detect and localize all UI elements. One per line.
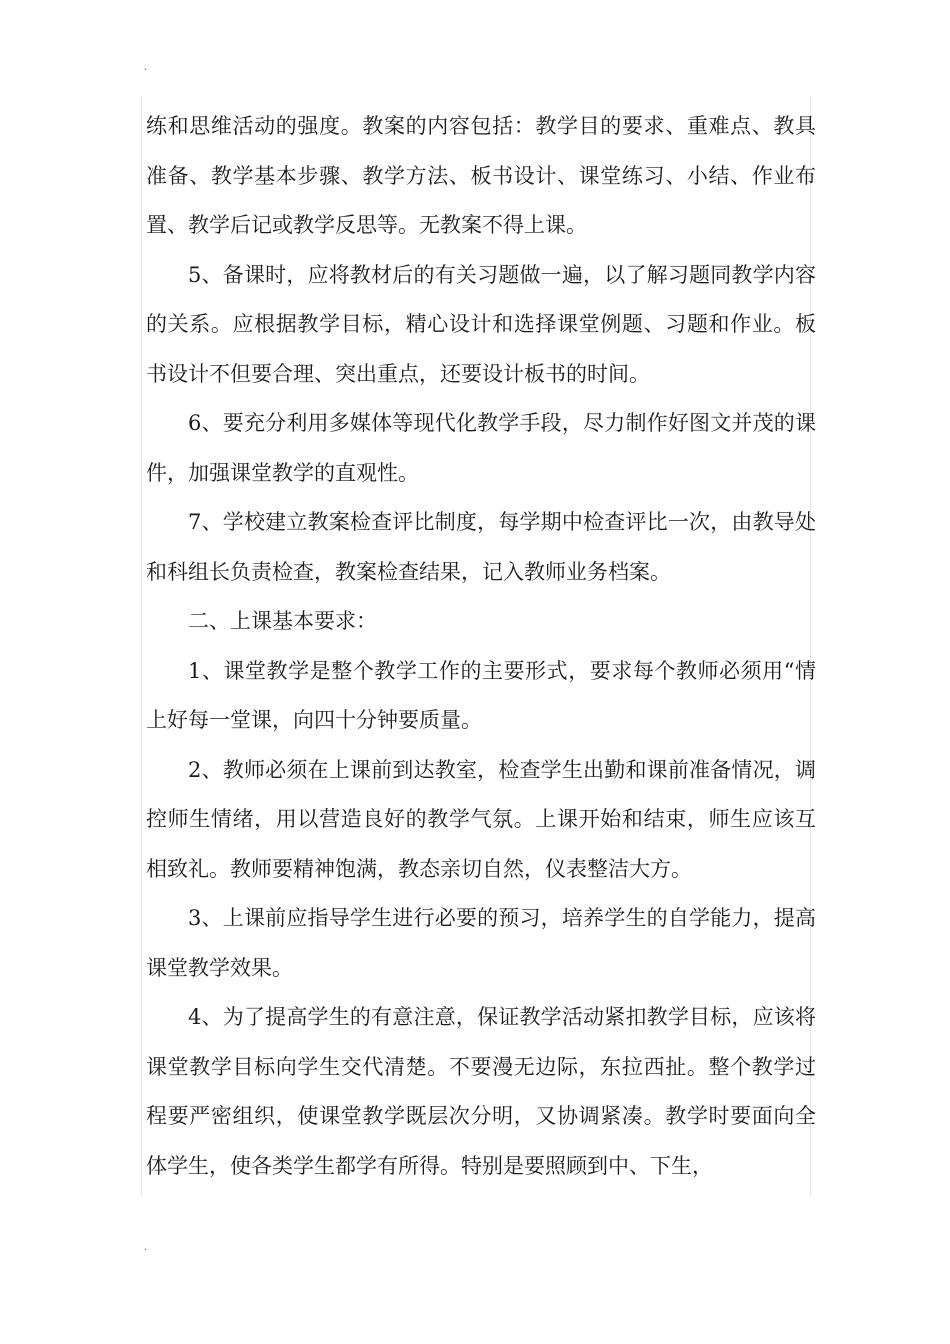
paragraph-item-3: 3、上课前应指导学生进行必要的预习，培养学生的自学能力，提高课堂教学效果。 [146, 906, 816, 980]
page-marker-top: . [144, 62, 148, 73]
paragraph-item-2: 2、教师必须在上课前到达教室，检查学生出勤和课前准备情况，调控师生情绪，用以营造良好的教学气氛。上课开始和结束，师生应该互相致礼。教师要精神饱满，教态亲切自然，仪表整洁大方。 [146, 757, 816, 881]
paragraph-item-4: 4、为了提高学生的有意注意，保证教学活动紧扣教学目标，应该将课堂教学目标向学生交代清楚。不要漫无边际，东拉西扯。整个教学过程要严密组织，使课堂教学既层次分明，又协调紧凑。教学时要面向全体学生，使各类学生都学有所得。特别是要照顾到中、下生， [146, 1005, 816, 1178]
paragraph-item-1: 1、课堂教学是整个教学工作的主要形式，要求每个教师必须用“情 上好每一堂课，向四十分钟要质量。 [146, 658, 837, 732]
page-marker-bottom: . [144, 1242, 148, 1253]
section-heading: 二、上课基本要求： [188, 609, 377, 633]
paragraph-item-5: 5、备课时，应将教材后的有关习题做一遍，以了解习题同教学内容的关系。应根据教学目标，精心设计和选择课堂例题、习题和作业。板书设计不但要合理、突出重点，还要设计板书的时间。 [146, 262, 816, 386]
document-body [146, 102, 837, 1191]
paragraph-item-6: 6、要充分利用多媒体等现代化教学手段，尽力制作好图文并茂的课件，加强课堂教学的直观性。 [146, 411, 816, 485]
paragraph-item-7: 7、学校建立教案检查评比制度，每学期中检查评比一次，由教导处和科组长负责检查，教案检查结果，记入教师业务档案。 [146, 510, 816, 584]
paragraph-continuation: 练和思维活动的强度。教案的内容包括：教学目的要求、重难点、教具准备、教学基本步骤、教学方法、板书设计、课堂练习、小结、作业布置、教学后记或教学反思等。无教案不得上课。 [146, 114, 816, 237]
